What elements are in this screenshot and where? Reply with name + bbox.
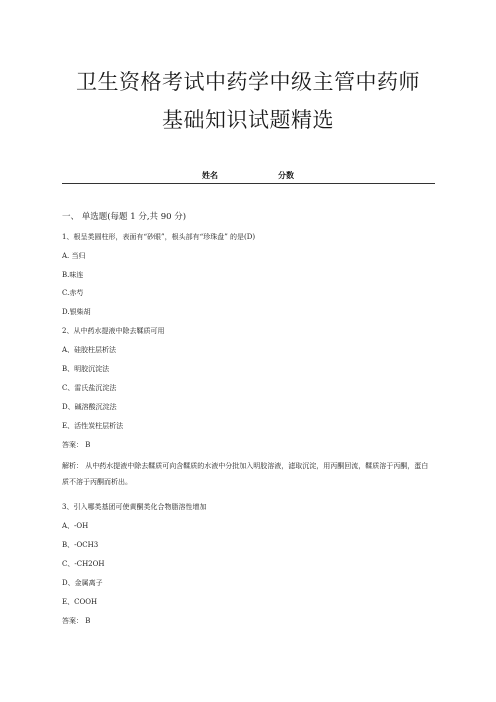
- question-3-option-a: A、-OH: [62, 522, 89, 530]
- document-title-line-1: 卫生资格考试中药学中级主管中药师: [76, 70, 420, 94]
- question-2-option-b: B、明胶沉淀法: [62, 365, 110, 373]
- question-3-answer: 答案： B: [62, 617, 91, 625]
- header-divider: [62, 183, 435, 184]
- question-1-option-a: A. 当归: [62, 252, 86, 260]
- question-3-option-c: C、-CH2OH: [62, 560, 105, 568]
- question-2-option-a: A、硅胶柱层析法: [62, 346, 117, 354]
- document-title-line-2: 基础知识试题精选: [162, 108, 334, 132]
- question-1-stem: 1、根呈类圆柱形，表面有“砂眼”，根头部有“珍珠盘” 的是(D): [62, 233, 256, 241]
- question-3-stem: 3、引入哪类基团可使黄酮类化合物脂溶性增加: [62, 503, 207, 511]
- question-2-option-c: C、雷氏盐沉淀法: [62, 384, 117, 392]
- question-3-option-d: D、金属离子: [62, 579, 103, 587]
- section-heading: 一、 单选题(每题 1 分,共 90 分): [62, 212, 187, 222]
- name-label: 姓名: [202, 171, 218, 180]
- question-3-option-e: E、COOH: [62, 598, 98, 606]
- question-2-explanation: 解析： 从中药水提液中除去鞣质可向含鞣质的水液中分批加入明胶溶液，滤取沉淀，用丙酮回流，鞣质溶于丙酮，蛋白质不溶于丙酮而析出。: [62, 462, 429, 486]
- question-2-option-d: D、碱溶酸沉淀法: [62, 403, 117, 411]
- question-3-option-b: B、-OCH3: [62, 541, 99, 549]
- question-1-option-d: D.银柴胡: [62, 308, 91, 316]
- question-1-option-b: B.味连: [62, 271, 84, 279]
- question-1-option-c: C.赤芍: [62, 289, 84, 297]
- score-label: 分数: [278, 171, 294, 180]
- question-2-stem: 2、从中药水提液中除去鞣质可用: [62, 327, 165, 335]
- question-2-answer: 答案： B: [62, 441, 91, 449]
- question-2-option-e: E、活性炭柱层析法: [62, 422, 124, 430]
- name-score-bar: [0, 170, 496, 181]
